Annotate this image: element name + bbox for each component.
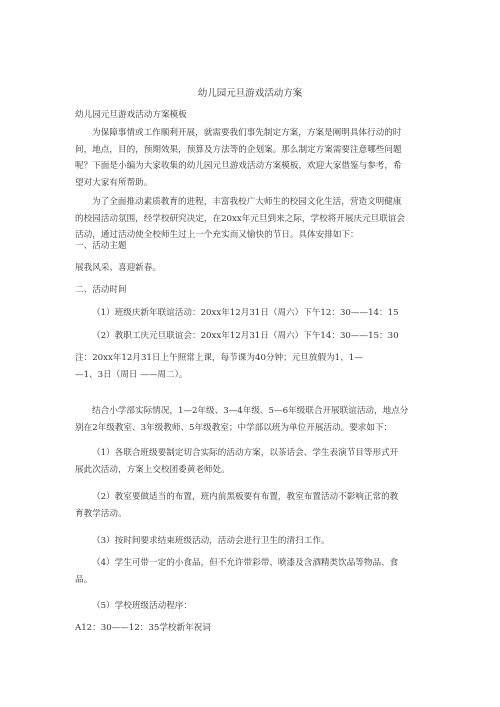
intro-line: 呢？下面是小编为大家收集的幼儿园元旦游戏活动方案模板，欢迎大家借鉴与参考，希 xyxy=(75,161,402,171)
purpose-line: 的校园活动氛围，经学校研究决定，在20xx年元旦到来之际，学校将开展庆元旦联谊会 xyxy=(75,213,406,224)
schedule-item xyxy=(75,620,427,637)
time-item-text: （1）班级庆新年联谊活动：20xx年12月31日（周六）下午12：30——14：15 xyxy=(92,308,399,318)
requirement-3 xyxy=(75,533,444,550)
section1-content xyxy=(75,260,427,277)
document-title: 幼儿园元旦游戏活动方案 xyxy=(197,88,303,99)
document-subtitle xyxy=(75,107,427,124)
purpose-paragraph xyxy=(75,194,427,244)
time-item-text: （2）教职工庆元旦联谊会：20xx年12月31日（周六）下午14：30——15：30 xyxy=(92,331,399,341)
requirement-line: 育教学活动。 xyxy=(75,508,127,519)
intro-paragraph xyxy=(75,125,427,191)
section2-heading xyxy=(75,282,427,299)
theme-text: 展我风采、喜迎新春。 xyxy=(75,263,161,273)
requirement-4 xyxy=(75,555,427,588)
requirement-5 xyxy=(75,598,444,615)
note-line: 注：20xx年12月31日上午照常上课，每节课为40分钟；元旦放假为1、1— xyxy=(75,353,363,363)
requirement-line: （3）按时间要求结束班级活动，活动会进行卫生的清扫工作。 xyxy=(92,536,330,546)
time-item-1 xyxy=(75,305,444,322)
intro-line: 为保障事情或工作顺利开展，就需要我们事先制定方案，方案是阐明具体行动的时 xyxy=(92,128,402,138)
schedule-line: A12：30——12：35学校新年祝词 xyxy=(75,623,211,633)
intro-line: 望对大家有所帮助。 xyxy=(75,177,153,188)
subtitle-line: 幼儿园元旦游戏活动方案模板 xyxy=(75,110,187,120)
purpose-line: 活动，通过活动使全校师生过上一个充实而又愉快的节日。具体安排如下： xyxy=(75,230,359,240)
section1-heading xyxy=(75,238,427,255)
requirement-line: 展此次活动，方案上交校团委黄老师处。 xyxy=(75,464,230,475)
requirement-line: （5）学校班级活动程序： xyxy=(92,601,192,611)
requirement-line: （2）教室要做适当的布置，班内前黑板要有布置，教室布置活动不影响正常的教 xyxy=(92,492,399,502)
requirement-line: （4）学生可带一定的小食品，但不允许带彩带、喷漆及含酒精类饮品等物品、食 xyxy=(92,558,399,568)
grade-paragraph xyxy=(75,403,427,436)
requirement-2 xyxy=(75,489,427,522)
purpose-line: 为了全面推动素质教育的进程，丰富我校广大师生的校园文化生活，营造文明健康 xyxy=(92,197,402,207)
intro-line: 间，地点，目的，预期效果，预算及方法等的企划案。那么制定方案需要注意哪些问题 xyxy=(75,144,402,155)
grade-line: 别在2年级教室、3年级教师、5年级教室；中学部以班为单位开展活动。要求如下： xyxy=(75,422,393,433)
section-heading-text: 一、活动主题 xyxy=(75,241,127,251)
requirement-line: （1）各联合班级要制定切合实际的活动方案，以茶话会、学生表演节目等形式开 xyxy=(92,448,399,458)
requirement-line: 品。 xyxy=(75,574,93,585)
section-heading-text: 二、活动时间 xyxy=(75,285,127,295)
note-paragraph xyxy=(75,350,427,383)
time-item-2 xyxy=(75,328,444,345)
note-line: —1、3日（周日 ——周二）。 xyxy=(75,369,188,380)
grade-line: 结合小学部实际情况，1—2年级、3—4年级、5—6年级联合开展联谊活动，地点分 xyxy=(92,406,409,416)
requirement-1 xyxy=(75,445,427,478)
